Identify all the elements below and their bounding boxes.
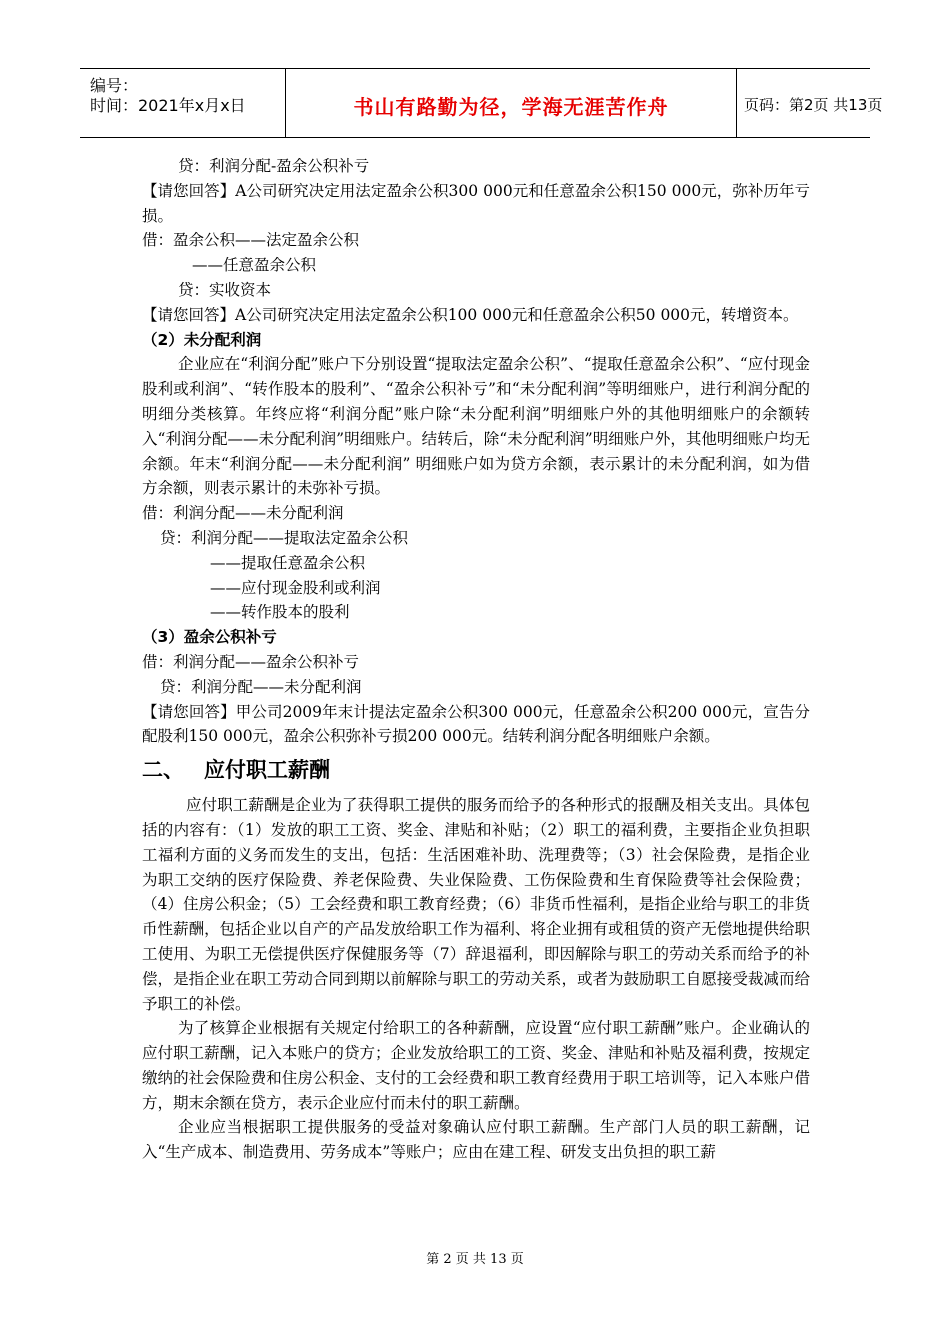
header-motto-cell bbox=[285, 69, 737, 137]
journal-line: 借：利润分配——未分配利润 bbox=[142, 504, 344, 523]
journal-line: ——应付现金股利或利润 bbox=[210, 578, 381, 597]
body-paragraph: 应付职工薪酬是企业为了获得职工提供的服务而给予的各种形式的报酬及相关支出。具体包括的内容有：（1）发放的职工工资、奖金、津贴和补贴；（2）职工的福利费，主要指企业负担职工福利方面的义务而发生的支出，包括：生活困难补助、洗理费等；（3）社会保险费，是指企业为职工交纳的医疗保险费、养老保险费、失业保险费、工伤保险费和生育保险费等社会保险费；（4）住房公积金；（5）工会经费和职工教育经费；（6）非货币性福利，是指企业给与职工的非货币性薪酬，包括企业以自产的产品发放给职工作为福利、将企业拥有或租赁的资产无偿地提供给职工使用、为职工无偿提供医疗保健服务等（7）辞退福利，即因解除与职工的劳动关系而给予的补偿，是指企业在职工劳动合同到期以前解除与职工的劳动关系，或者为鼓励职工自愿接受裁减而给予职工的补偿。 bbox=[142, 796, 810, 1013]
journal-line: 贷：利润分配-盈余公积补亏 bbox=[178, 157, 370, 175]
header-page-cell bbox=[736, 69, 883, 137]
body-paragraph: 为了核算企业根据有关规定付给职工的各种薪酬，应设置“应付职工薪酬”账户。企业确认的应付职工薪酬，记入本账户的贷方；企业发放给职工的工资、奖金、津贴和补贴及福利费，按规定缴纳的社会保险费和住房公积金、支付的工会经费和职工教育经费用于职工培训等，记入本账户借方，期末余额在贷方，表示企业应付而未付的职工薪酬。 bbox=[142, 1019, 810, 1112]
subsection-heading: （3）盈余公积补亏 bbox=[142, 628, 277, 647]
question-paragraph: 【请您回答】A公司研究决定用法定盈余公积300 000元和任意盈余公积150 000元，弥补历年亏损。 bbox=[142, 181, 810, 225]
document-number-label: 编号： bbox=[90, 76, 139, 95]
subsection-heading: （2）未分配利润 bbox=[142, 330, 262, 349]
journal-line: 贷：实收资本 bbox=[178, 280, 272, 299]
header-page-info: 页码：第2页 共13页 bbox=[744, 96, 883, 114]
header-motto: 书山有路勤为径，学海无涯苦作舟 bbox=[353, 95, 669, 119]
journal-line: ——任意盈余公积 bbox=[192, 256, 317, 275]
journal-line: ——提取任意盈余公积 bbox=[210, 553, 366, 572]
journal-line: ——转作股本的股利 bbox=[210, 603, 350, 622]
header-meta-cell bbox=[80, 69, 285, 137]
question-paragraph: 【请您回答】甲公司2009年末计提法定盈余公积300 000元，任意盈余公积200 000元，宣告分配股利150 000元，盈余公积弥补亏损200 000元。结转利润分配各明细账户余额。 bbox=[142, 702, 810, 746]
section-title: 应付职工薪酬 bbox=[204, 758, 330, 783]
journal-line: 贷：利润分配——提取法定盈余公积 bbox=[160, 528, 409, 547]
body-paragraph: 企业应在“利润分配”账户下分别设置“提取法定盈余公积”、“提取任意盈余公积”、“应付现金股利或利润”、“转作股本的股利”、“盈余公积补亏”和“未分配利润”等明细账户，进行利润分配的明细分类核算。年终应将“利润分配”账户除“未分配利润”明细账户外的其他明细账户的余额转入“利润分配——未分配利润”明细账户。结转后，除“未分配利润”明细账户外，其他明细账户均无余额。年末“利润分配——未分配利润” 明细账户如为贷方余额，表示累计的未分配利润，如为借方余额，则表示累计的未弥补亏损。 bbox=[142, 355, 810, 498]
page-footer: 第 2 页 共 13 页 bbox=[426, 1252, 524, 1267]
journal-line: 借：利润分配——盈余公积补亏 bbox=[142, 652, 360, 671]
document-date-label: 时间：2021年x月x日 bbox=[90, 96, 246, 115]
section-heading bbox=[142, 755, 810, 785]
section-number: 二、 bbox=[142, 758, 184, 783]
journal-line: 贷：利润分配——未分配利润 bbox=[160, 677, 362, 696]
page-header bbox=[80, 68, 883, 138]
journal-line: 借：盈余公积——法定盈余公积 bbox=[142, 231, 360, 250]
question-paragraph: 【请您回答】A公司研究决定用法定盈余公积100 000元和任意盈余公积50 000元，转增资本。 bbox=[142, 305, 799, 324]
body-paragraph: 企业应当根据职工提供服务的受益对象确认应付职工薪酬。生产部门人员的职工薪酬，记入“生产成本、制造费用、劳务成本”等账户；应由在建工程、研发支出负担的职工薪 bbox=[142, 1118, 810, 1162]
document-body bbox=[142, 154, 810, 1165]
